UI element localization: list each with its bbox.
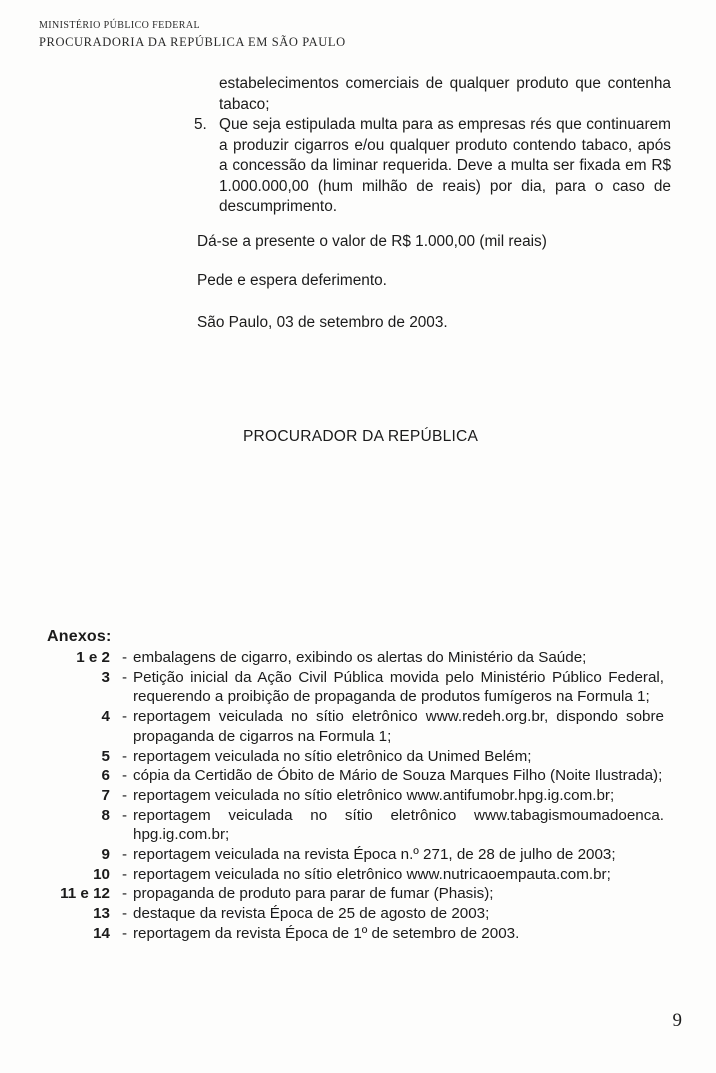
letterhead-office: PROCURADORIA DA REPÚBLICA EM SÃO PAULO [39,35,346,49]
anexo-number: 5 [101,747,110,765]
anexo-dash: - [121,806,127,824]
page-number: 9 [672,1010,682,1031]
anexo-item [0,707,716,746]
signature-title: PROCURADOR DA REPÚBLICA [242,428,479,445]
anexo-item [0,648,716,668]
continuation-paragraph: estabelecimentos comerciais de qualquer produto que contenha tabaco; [219,75,671,113]
request-item-number: 5. [194,116,207,133]
anexo-item [0,766,716,786]
anexo-item [0,924,716,944]
request-item-5 [194,115,671,218]
anexo-number: 1 e 2 [76,649,110,666]
anexo-item [0,806,716,845]
signature-block [0,428,716,446]
anexo-number: 3 [101,668,110,686]
request-item-text: Que seja estipulada multa para as empresas rés que continuarem a produzir cigarros e/ou qualquer produto contendo tabaco, após a concessão da liminar requerida. Deve a multa ser fixada em R$ 1.000.000,00 (hum milhão de reais) por dia, para o caso de descumprimento. [219,116,671,215]
anexo-text: reportagem veiculada no sítio eletrônico da Unimed Belém; [133,747,532,765]
anexo-item [0,668,716,707]
anexo-number: 9 [101,846,110,864]
anexo-dash: - [121,708,127,726]
anexo-dash: - [121,649,127,666]
anexo-item [0,845,716,865]
anexo-dash: - [121,747,127,765]
anexo-text: reportagem veiculada na revista Época n.º 271, de 28 de julho de 2003; [133,846,616,864]
anexos-heading: Anexos: [47,628,112,645]
anexo-text: embalagens de cigarro, exibindo os alertas do Ministério da Saúde; [133,649,587,666]
anexo-text: reportagem veiculada no sítio eletrônico www.redeh.org.br, dispondo sobre propaganda de cigarros na Formula 1; [133,708,664,745]
pede-deferimento: Pede e espera deferimento. [197,272,387,289]
anexo-dash: - [121,885,127,903]
anexo-number: 14 [93,924,110,942]
anexo-dash: - [121,905,127,923]
anexo-text: reportagem veiculada no sítio eletrônico www.antifumobr.hpg.ig.com.br; [133,786,615,804]
anexo-text: reportagem veiculada no sítio eletrônico www.tabagismoumadoenca. hpg.ig.com.br; [133,806,664,844]
anexo-number: 6 [101,767,110,785]
anexo-item [0,865,716,885]
anexos-list [0,648,716,944]
anexo-dash: - [121,767,127,785]
valor-da-causa: Dá-se a presente o valor de R$ 1.000,00 (mil reais) [197,233,547,250]
anexo-text: propaganda de produto para parar de fumar (Phasis); [133,885,494,903]
anexo-item [0,884,716,904]
anexo-item [0,904,716,924]
anexo-text: Petição inicial da Ação Civil Pública movida pelo Ministério Público Federal, requerendo a proibição de propaganda de produtos fumígeros na Formula 1; [133,668,664,706]
anexo-item [0,747,716,767]
anexo-number: 8 [101,806,110,824]
anexo-number: 13 [93,905,110,923]
anexo-dash: - [121,846,127,864]
anexo-text: reportagem veiculada no sítio eletrônico www.nutricaoempauta.com.br; [133,865,611,883]
anexo-dash: - [121,924,127,942]
anexo-number: 4 [101,708,110,726]
anexo-number: 10 [93,865,110,883]
anexo-text: cópia da Certidão de Óbito de Mário de Souza Marques Filho (Noite Ilustrada); [133,767,663,785]
letterhead [39,20,346,50]
anexo-number: 11 e 12 [60,885,110,903]
place-date: São Paulo, 03 de setembro de 2003. [197,314,448,331]
anexo-dash: - [121,786,127,804]
anexo-dash: - [121,668,127,686]
anexo-item [0,786,716,806]
anexo-text: destaque da revista Época de 25 de agosto de 2003; [133,905,490,923]
anexo-text: reportagem da revista Época de 1º de setembro de 2003. [133,924,520,942]
letterhead-institution: MINISTÉRIO PÚBLICO FEDERAL [39,20,200,31]
anexo-number: 7 [101,786,110,804]
anexo-dash: - [121,865,127,883]
